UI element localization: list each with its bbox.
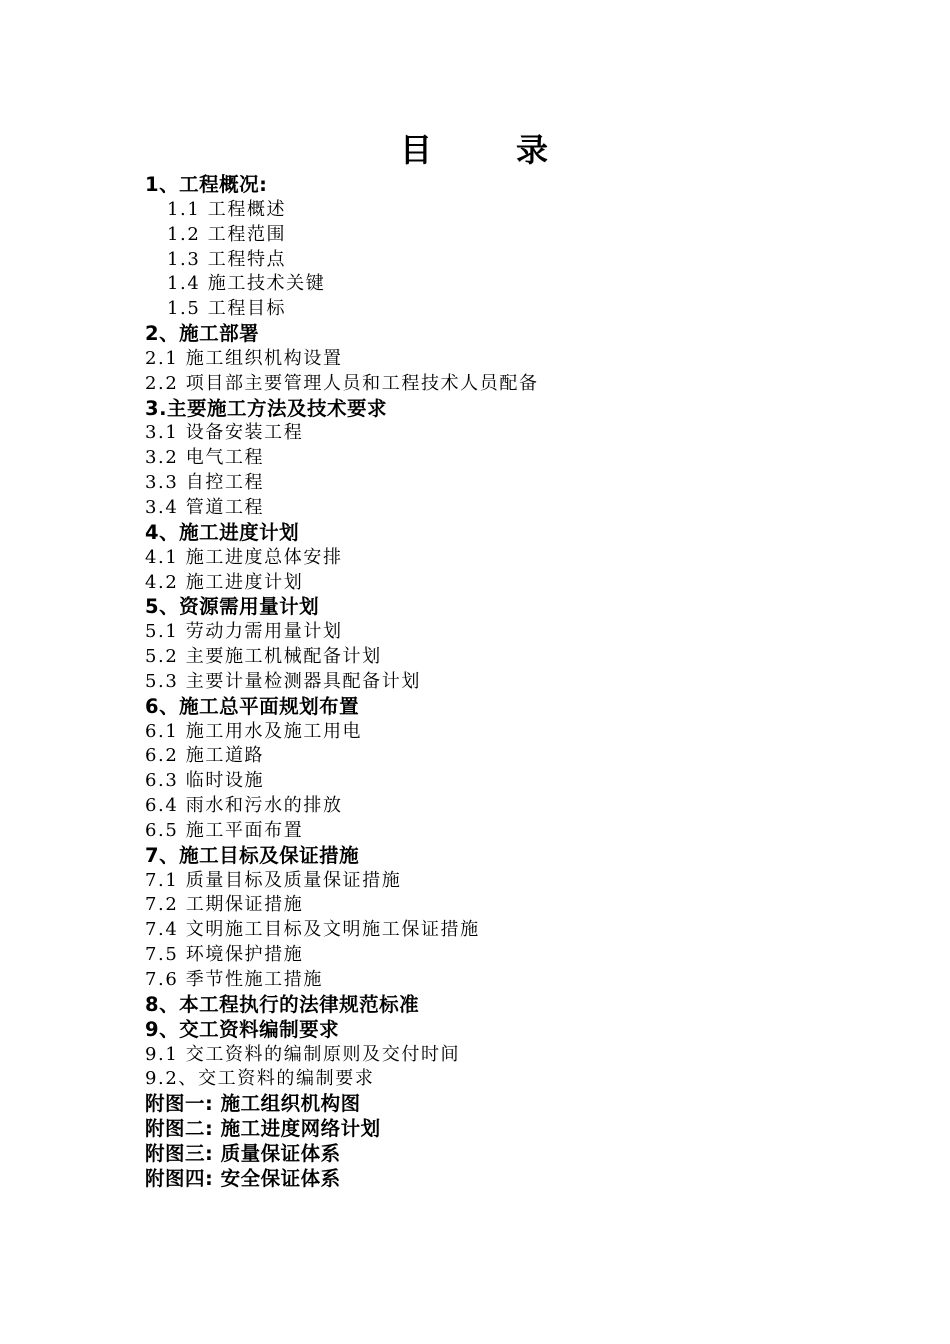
- toc-subsection-item: 9.2、交工资料的编制要求: [145, 1068, 375, 1090]
- toc-subsection-item: 1.5 工程目标: [167, 298, 287, 320]
- toc-subsection-item: 4.2 施工进度计划: [145, 571, 304, 593]
- toc-subsection-item: 7.1 质量目标及质量保证措施: [145, 869, 402, 891]
- toc-subsection-item: 9.1 交工资料的编制原则及交付时间: [145, 1043, 461, 1065]
- toc-subsection-item: 3.3 自控工程: [145, 472, 265, 494]
- toc-section-heading: 7、施工目标及保证措施: [145, 843, 360, 867]
- toc-section-heading: 9、交工资料编制要求: [145, 1017, 340, 1041]
- toc-subsection-item: 1.3 工程特点: [167, 248, 287, 270]
- toc-subsection-item: 1.4 施工技术关键: [167, 273, 326, 295]
- toc-section-heading: 附图一: 施工组织机构图: [145, 1092, 361, 1116]
- toc-section-heading: 4、施工进度计划: [145, 520, 300, 544]
- page-title-left: 目: [399, 131, 434, 169]
- toc-subsection-item: 2.1 施工组织机构设置: [145, 347, 343, 369]
- toc-subsection-item: 6.5 施工平面布置: [145, 819, 304, 841]
- toc-subsection-item: 7.6 季节性施工措施: [145, 969, 323, 990]
- toc-subsection-item: 3.2 电气工程: [145, 447, 265, 469]
- toc-subsection-item: 6.2 施工道路: [145, 745, 265, 767]
- toc-section-heading: 1、工程概况:: [145, 173, 268, 196]
- toc-subsection-item: 6.3 临时设施: [145, 770, 265, 792]
- toc-subsection-item: 1.2 工程范围: [167, 223, 287, 245]
- page-title-right: 录: [516, 131, 551, 169]
- toc-section-heading: 5、资源需用量计划: [145, 595, 320, 619]
- table-of-contents: [145, 173, 845, 1192]
- toc-section-heading: 6、施工总平面规划布置: [145, 694, 360, 718]
- toc-subsection-item: 7.4 文明施工目标及文明施工保证措施: [145, 919, 480, 941]
- toc-section-heading: 附图四: 安全保证体系: [145, 1166, 341, 1190]
- toc-section-heading: 8、本工程执行的法律规范标准: [145, 992, 420, 1016]
- toc-subsection-item: 2.2 项目部主要管理人员和工程技术人员配备: [145, 372, 539, 394]
- toc-subsection-item: 5.2 主要施工机械配备计划: [145, 646, 382, 668]
- toc-subsection-item: 1.1 工程概述: [167, 198, 287, 220]
- toc-subsection-item: 3.1 设备安装工程: [145, 422, 304, 444]
- toc-section-heading: 附图二: 施工进度网络计划: [145, 1117, 381, 1141]
- toc-section-heading: 2、施工部署: [145, 322, 260, 346]
- toc-subsection-item: 7.5 环境保护措施: [145, 944, 304, 966]
- toc-section-heading: 附图三: 质量保证体系: [145, 1141, 341, 1165]
- toc-subsection-item: 7.2 工期保证措施: [145, 894, 304, 916]
- toc-subsection-item: 3.4 管道工程: [145, 496, 265, 518]
- toc-subsection-item: 5.1 劳动力需用量计划: [145, 621, 343, 643]
- toc-subsection-item: 6.4 雨水和污水的排放: [145, 795, 343, 817]
- toc-subsection-item: 6.1 施工用水及施工用电: [145, 720, 363, 742]
- page-title: [0, 126, 950, 174]
- toc-subsection-item: 5.3 主要计量检测器具配备计划: [145, 670, 421, 692]
- toc-section-heading: 3.主要施工方法及技术要求: [145, 396, 387, 420]
- toc-subsection-item: 4.1 施工进度总体安排: [145, 546, 343, 568]
